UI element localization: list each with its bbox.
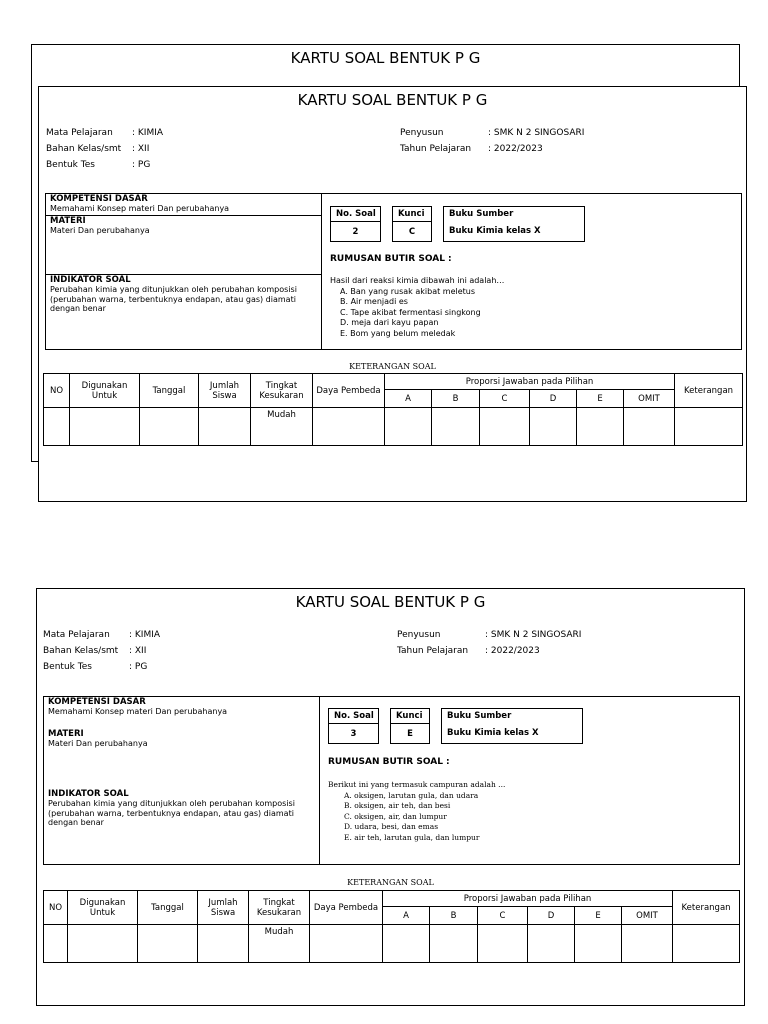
tes-value: : PG: [129, 662, 148, 672]
info-left: [46, 125, 163, 173]
cell: [528, 925, 575, 963]
th-col-c: C: [478, 907, 528, 925]
kelas-value: : XII: [132, 144, 150, 154]
buku-label: Buku Sumber: [449, 209, 514, 219]
buku-box: [441, 708, 583, 744]
th-col-e: E: [575, 907, 622, 925]
no-soal-value: 2: [352, 227, 359, 237]
divider: [46, 215, 322, 216]
option-c: C. oksigen, air, dan lumpur: [344, 811, 447, 821]
rumusan-label: RUMUSAN BUTIR SOAL :: [330, 254, 452, 264]
kunci-box: [392, 206, 432, 242]
th-tanggal: Tanggal: [140, 374, 199, 408]
materi-header: MATERI: [48, 729, 84, 739]
kunci-value: C: [408, 227, 416, 237]
th-col-d: D: [528, 907, 575, 925]
th-col-e: E: [577, 390, 624, 408]
cell: [673, 925, 740, 963]
kelas-label: Bahan Kelas/smt: [46, 144, 122, 154]
kunci-value: E: [407, 729, 413, 739]
kunci-label: Kunci: [393, 207, 431, 222]
kd-text: Memahami Konsep materi Dan perubahanya: [50, 204, 230, 213]
cell: [480, 408, 530, 446]
th-col-c: C: [480, 390, 530, 408]
th-jumlah: Jumlah Siswa: [198, 891, 249, 925]
info-left: [43, 627, 160, 675]
penyusun-label: Penyusun: [400, 128, 444, 138]
cell: [140, 408, 199, 446]
card-title: KARTU SOAL BENTUK P G: [295, 593, 486, 611]
cell: [385, 408, 432, 446]
th-proporsi: Proporsi Jawaban pada Pilihan: [383, 891, 673, 907]
penyusun-label: Penyusun: [397, 630, 441, 640]
no-soal-value: 3: [350, 729, 357, 739]
indikator-text: Perubahan kimia yang ditunjukkan oleh perubahan komposisi (perubahan warna, terbentuknya endapan, atau gas) diamati dengan benar: [50, 285, 297, 313]
tahun-label: Tahun Pelajaran: [397, 646, 469, 656]
option-e: E. air teh, larutan gula, dan lumpur: [344, 832, 480, 842]
no-soal-label: No. Soal: [331, 207, 380, 222]
cell: [199, 408, 251, 446]
kd-text: Memahami Konsep materi Dan perubahanya: [48, 707, 228, 716]
table-row: [44, 925, 740, 963]
ket-title: KETERANGAN SOAL: [349, 362, 436, 371]
option-e: E. Bom yang belum meledak: [340, 328, 456, 338]
th-col-b: B: [432, 390, 480, 408]
buku-value: Buku Kimia kelas X: [447, 728, 539, 738]
cell: [478, 925, 528, 963]
tingkat-value: Mudah: [249, 925, 310, 963]
tes-label: Bentuk Tes: [46, 160, 95, 170]
rumusan-label: RUMUSAN BUTIR SOAL :: [328, 757, 450, 767]
cell: [432, 408, 480, 446]
keterangan-table: [43, 890, 740, 963]
option-c: C. Tape akibat fermentasi singkong: [340, 307, 481, 317]
kunci-label: Kunci: [391, 709, 429, 724]
option-d: D. udara, besi, dan emas: [344, 822, 439, 831]
table-row: [44, 408, 743, 446]
indikator-text: Perubahan kimia yang ditunjukkan oleh perubahan komposisi (perubahan warna, terbentuknya endapan, atau gas) diamati dengan benar: [48, 799, 295, 827]
th-jumlah: Jumlah Siswa: [199, 374, 251, 408]
tes-label: Bentuk Tes: [43, 662, 92, 672]
option-d: D. meja dari kayu papan: [340, 318, 439, 327]
buku-box: [443, 206, 585, 242]
buku-value: Buku Kimia kelas X: [449, 226, 541, 236]
materi-text: Materi Dan perubahanya: [50, 226, 150, 235]
no-soal-box: [328, 708, 379, 744]
cell: [44, 925, 68, 963]
question-text: Berikut ini yang termasuk campuran adalah ...: [328, 780, 506, 789]
cell: [577, 408, 624, 446]
cell: [675, 408, 743, 446]
cell: [70, 408, 140, 446]
tahun-value: : 2022/2023: [488, 144, 543, 154]
th-daya: Daya Pembeda: [310, 891, 383, 925]
info-right: [397, 627, 581, 659]
th-no: NO: [44, 891, 68, 925]
th-keterangan: Keterangan: [673, 891, 740, 925]
keterangan-table: [43, 373, 743, 446]
materi-text: Materi Dan perubahanya: [48, 739, 148, 748]
ket-title: KETERANGAN SOAL: [347, 878, 434, 887]
th-no: NO: [44, 374, 70, 408]
th-digunakan: Digunakan Untuk: [68, 891, 138, 925]
mapel-label: Mata Pelajaran: [46, 128, 113, 138]
option-a: A. Ban yang rusak akibat meletus: [340, 286, 476, 296]
kd-column: [46, 194, 322, 349]
cell: [430, 925, 478, 963]
th-col-omit: OMIT: [624, 390, 675, 408]
th-daya: Daya Pembeda: [313, 374, 385, 408]
option-b: B. Air menjadi es: [340, 297, 408, 306]
tahun-value: : 2022/2023: [485, 646, 540, 656]
cell: [198, 925, 249, 963]
kd-header: KOMPETENSI DASAR: [50, 194, 148, 204]
back-card-title: KARTU SOAL BENTUK P G: [290, 49, 481, 67]
mapel-value: : KIMIA: [129, 630, 161, 640]
question-block: [328, 780, 728, 843]
mapel-label: Mata Pelajaran: [43, 630, 110, 640]
exam-card-2: [36, 588, 745, 1006]
kelas-label: Bahan Kelas/smt: [43, 646, 119, 656]
th-col-d: D: [530, 390, 577, 408]
buku-label: Buku Sumber: [447, 711, 512, 721]
info-right: [400, 125, 584, 157]
no-soal-box: [330, 206, 381, 242]
no-soal-label: No. Soal: [329, 709, 378, 724]
question-text: Hasil dari reaksi kimia dibawah ini adalah…: [330, 276, 505, 285]
th-col-omit: OMIT: [622, 907, 673, 925]
cell: [624, 408, 675, 446]
tahun-label: Tahun Pelajaran: [400, 144, 472, 154]
th-tingkat: Tingkat Kesukaran: [249, 891, 310, 925]
indikator-header: INDIKATOR SOAL: [48, 789, 129, 799]
cell: [138, 925, 198, 963]
th-col-b: B: [430, 907, 478, 925]
kelas-value: : XII: [129, 646, 147, 656]
content-box: [45, 193, 742, 350]
kunci-box: [390, 708, 430, 744]
cell: [530, 408, 577, 446]
question-block: [330, 276, 730, 339]
tes-value: : PG: [132, 160, 151, 170]
th-col-a: A: [385, 390, 432, 408]
tingkat-value: Mudah: [251, 408, 313, 446]
penyusun-value: : SMK N 2 SINGOSARI: [485, 630, 582, 640]
penyusun-value: : SMK N 2 SINGOSARI: [488, 128, 585, 138]
option-b: B. oksigen, air teh, dan besi: [344, 801, 451, 810]
mapel-value: : KIMIA: [132, 128, 164, 138]
card-title: KARTU SOAL BENTUK P G: [297, 91, 488, 109]
th-proporsi: Proporsi Jawaban pada Pilihan: [385, 374, 675, 390]
content-box: [43, 696, 740, 865]
indikator-header: INDIKATOR SOAL: [50, 275, 131, 285]
cell: [622, 925, 673, 963]
cell: [383, 925, 430, 963]
th-tingkat: Tingkat Kesukaran: [251, 374, 313, 408]
th-keterangan: Keterangan: [675, 374, 743, 408]
cell: [310, 925, 383, 963]
materi-header: MATERI: [50, 216, 86, 226]
th-digunakan: Digunakan Untuk: [70, 374, 140, 408]
cell: [575, 925, 622, 963]
cell: [313, 408, 385, 446]
th-col-a: A: [383, 907, 430, 925]
kd-header: KOMPETENSI DASAR: [48, 697, 146, 707]
th-tanggal: Tanggal: [138, 891, 198, 925]
exam-card-1: [38, 86, 747, 502]
kd-column: [44, 697, 320, 864]
option-a: A. oksigen, larutan gula, dan udara: [344, 790, 479, 800]
cell: [68, 925, 138, 963]
cell: [44, 408, 70, 446]
